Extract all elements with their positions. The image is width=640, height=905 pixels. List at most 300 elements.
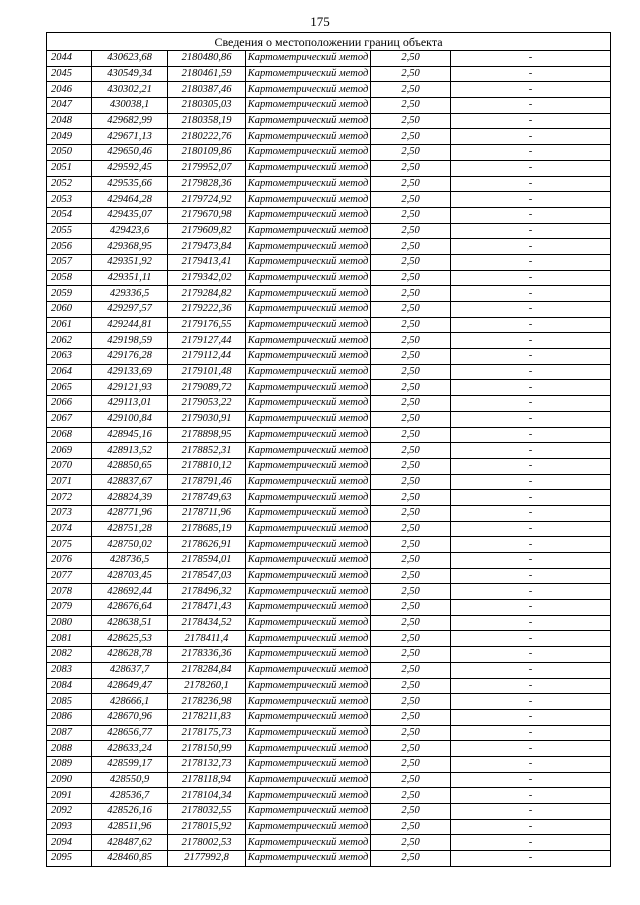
accuracy-cell: 2,50 bbox=[371, 788, 451, 804]
table-row bbox=[47, 286, 611, 302]
y-coordinate-cell: 2178685,19 bbox=[168, 521, 246, 537]
x-coordinate-cell: 428692,44 bbox=[92, 584, 168, 600]
accuracy-cell: 2,50 bbox=[371, 756, 451, 772]
accuracy-cell: 2,50 bbox=[371, 474, 451, 490]
method-cell: Картометрический метод bbox=[246, 851, 371, 867]
point-number-cell: 2075 bbox=[47, 537, 92, 553]
table-row bbox=[47, 505, 611, 521]
table-row bbox=[47, 851, 611, 867]
accuracy-cell: 2,50 bbox=[371, 270, 451, 286]
point-number-cell: 2079 bbox=[47, 600, 92, 616]
method-cell: Картометрический метод bbox=[246, 709, 371, 725]
y-coordinate-cell: 2178284,84 bbox=[168, 662, 246, 678]
table-row bbox=[47, 66, 611, 82]
accuracy-cell: 2,50 bbox=[371, 66, 451, 82]
point-number-cell: 2090 bbox=[47, 772, 92, 788]
description-cell: - bbox=[451, 160, 611, 176]
x-coordinate-cell: 429176,28 bbox=[92, 349, 168, 365]
y-coordinate-cell: 2179473,84 bbox=[168, 239, 246, 255]
accuracy-cell: 2,50 bbox=[371, 568, 451, 584]
description-cell: - bbox=[451, 600, 611, 616]
point-number-cell: 2082 bbox=[47, 647, 92, 663]
description-cell: - bbox=[451, 286, 611, 302]
accuracy-cell: 2,50 bbox=[371, 239, 451, 255]
accuracy-cell: 2,50 bbox=[371, 145, 451, 161]
table-row bbox=[47, 647, 611, 663]
table-row bbox=[47, 537, 611, 553]
method-cell: Картометрический метод bbox=[246, 600, 371, 616]
y-coordinate-cell: 2179413,41 bbox=[168, 254, 246, 270]
x-coordinate-cell: 428649,47 bbox=[92, 678, 168, 694]
point-number-cell: 2058 bbox=[47, 270, 92, 286]
table-row bbox=[47, 349, 611, 365]
point-number-cell: 2087 bbox=[47, 725, 92, 741]
accuracy-cell: 2,50 bbox=[371, 192, 451, 208]
point-number-cell: 2048 bbox=[47, 113, 92, 129]
accuracy-cell: 2,50 bbox=[371, 160, 451, 176]
x-coordinate-cell: 428913,52 bbox=[92, 443, 168, 459]
x-coordinate-cell: 429297,57 bbox=[92, 302, 168, 318]
y-coordinate-cell: 2177992,8 bbox=[168, 851, 246, 867]
description-cell: - bbox=[451, 490, 611, 506]
accuracy-cell: 2,50 bbox=[371, 584, 451, 600]
method-cell: Картометрический метод bbox=[246, 364, 371, 380]
y-coordinate-cell: 2180305,03 bbox=[168, 98, 246, 114]
boundary-coordinates-table bbox=[46, 32, 611, 867]
method-cell: Картометрический метод bbox=[246, 631, 371, 647]
description-cell: - bbox=[451, 788, 611, 804]
method-cell: Картометрический метод bbox=[246, 725, 371, 741]
table-row bbox=[47, 333, 611, 349]
y-coordinate-cell: 2180480,86 bbox=[168, 51, 246, 67]
table-row bbox=[47, 490, 611, 506]
x-coordinate-cell: 428487,62 bbox=[92, 835, 168, 851]
point-number-cell: 2078 bbox=[47, 584, 92, 600]
method-cell: Картометрический метод bbox=[246, 458, 371, 474]
x-coordinate-cell: 429464,28 bbox=[92, 192, 168, 208]
y-coordinate-cell: 2180387,46 bbox=[168, 82, 246, 98]
table-row bbox=[47, 756, 611, 772]
accuracy-cell: 2,50 bbox=[371, 286, 451, 302]
y-coordinate-cell: 2178260,1 bbox=[168, 678, 246, 694]
point-number-cell: 2047 bbox=[47, 98, 92, 114]
description-cell: - bbox=[451, 223, 611, 239]
x-coordinate-cell: 428628,78 bbox=[92, 647, 168, 663]
table-row bbox=[47, 474, 611, 490]
accuracy-cell: 2,50 bbox=[371, 113, 451, 129]
y-coordinate-cell: 2178236,98 bbox=[168, 694, 246, 710]
accuracy-cell: 2,50 bbox=[371, 804, 451, 820]
method-cell: Картометрический метод bbox=[246, 51, 371, 67]
y-coordinate-cell: 2178594,01 bbox=[168, 553, 246, 569]
table-row bbox=[47, 113, 611, 129]
y-coordinate-cell: 2178852,31 bbox=[168, 443, 246, 459]
point-number-cell: 2063 bbox=[47, 349, 92, 365]
accuracy-cell: 2,50 bbox=[371, 631, 451, 647]
description-cell: - bbox=[451, 505, 611, 521]
point-number-cell: 2091 bbox=[47, 788, 92, 804]
point-number-cell: 2081 bbox=[47, 631, 92, 647]
y-coordinate-cell: 2180358,19 bbox=[168, 113, 246, 129]
table-row bbox=[47, 772, 611, 788]
table-row bbox=[47, 160, 611, 176]
point-number-cell: 2070 bbox=[47, 458, 92, 474]
y-coordinate-cell: 2178434,52 bbox=[168, 615, 246, 631]
description-cell: - bbox=[451, 427, 611, 443]
accuracy-cell: 2,50 bbox=[371, 851, 451, 867]
point-number-cell: 2069 bbox=[47, 443, 92, 459]
accuracy-cell: 2,50 bbox=[371, 772, 451, 788]
x-coordinate-cell: 428837,67 bbox=[92, 474, 168, 490]
point-number-cell: 2053 bbox=[47, 192, 92, 208]
accuracy-cell: 2,50 bbox=[371, 521, 451, 537]
y-coordinate-cell: 2179101,48 bbox=[168, 364, 246, 380]
accuracy-cell: 2,50 bbox=[371, 223, 451, 239]
point-number-cell: 2094 bbox=[47, 835, 92, 851]
accuracy-cell: 2,50 bbox=[371, 396, 451, 412]
description-cell: - bbox=[451, 835, 611, 851]
point-number-cell: 2068 bbox=[47, 427, 92, 443]
point-number-cell: 2066 bbox=[47, 396, 92, 412]
x-coordinate-cell: 428824,39 bbox=[92, 490, 168, 506]
table-row bbox=[47, 584, 611, 600]
description-cell: - bbox=[451, 458, 611, 474]
x-coordinate-cell: 428945,16 bbox=[92, 427, 168, 443]
description-cell: - bbox=[451, 145, 611, 161]
point-number-cell: 2052 bbox=[47, 176, 92, 192]
accuracy-cell: 2,50 bbox=[371, 411, 451, 427]
description-cell: - bbox=[451, 553, 611, 569]
table-row bbox=[47, 804, 611, 820]
description-cell: - bbox=[451, 474, 611, 490]
method-cell: Картометрический метод bbox=[246, 98, 371, 114]
table-row bbox=[47, 694, 611, 710]
table-row bbox=[47, 145, 611, 161]
point-number-cell: 2074 bbox=[47, 521, 92, 537]
accuracy-cell: 2,50 bbox=[371, 600, 451, 616]
table-row bbox=[47, 615, 611, 631]
method-cell: Картометрический метод bbox=[246, 302, 371, 318]
accuracy-cell: 2,50 bbox=[371, 741, 451, 757]
accuracy-cell: 2,50 bbox=[371, 458, 451, 474]
x-coordinate-cell: 429133,69 bbox=[92, 364, 168, 380]
accuracy-cell: 2,50 bbox=[371, 364, 451, 380]
y-coordinate-cell: 2178104,34 bbox=[168, 788, 246, 804]
x-coordinate-cell: 429113,01 bbox=[92, 396, 168, 412]
accuracy-cell: 2,50 bbox=[371, 207, 451, 223]
x-coordinate-cell: 429535,66 bbox=[92, 176, 168, 192]
table-row bbox=[47, 396, 611, 412]
y-coordinate-cell: 2178626,91 bbox=[168, 537, 246, 553]
point-number-cell: 2054 bbox=[47, 207, 92, 223]
point-number-cell: 2067 bbox=[47, 411, 92, 427]
method-cell: Картометрический метод bbox=[246, 254, 371, 270]
method-cell: Картометрический метод bbox=[246, 788, 371, 804]
method-cell: Картометрический метод bbox=[246, 443, 371, 459]
y-coordinate-cell: 2178015,92 bbox=[168, 819, 246, 835]
description-cell: - bbox=[451, 364, 611, 380]
method-cell: Картометрический метод bbox=[246, 804, 371, 820]
accuracy-cell: 2,50 bbox=[371, 615, 451, 631]
method-cell: Картометрический метод bbox=[246, 176, 371, 192]
x-coordinate-cell: 428526,16 bbox=[92, 804, 168, 820]
accuracy-cell: 2,50 bbox=[371, 443, 451, 459]
table-row bbox=[47, 600, 611, 616]
x-coordinate-cell: 428703,45 bbox=[92, 568, 168, 584]
table-row bbox=[47, 207, 611, 223]
point-number-cell: 2084 bbox=[47, 678, 92, 694]
method-cell: Картометрический метод bbox=[246, 678, 371, 694]
y-coordinate-cell: 2178336,36 bbox=[168, 647, 246, 663]
method-cell: Картометрический метод bbox=[246, 207, 371, 223]
table-row bbox=[47, 254, 611, 270]
accuracy-cell: 2,50 bbox=[371, 709, 451, 725]
description-cell: - bbox=[451, 709, 611, 725]
y-coordinate-cell: 2179176,55 bbox=[168, 317, 246, 333]
method-cell: Картометрический метод bbox=[246, 662, 371, 678]
table-row bbox=[47, 176, 611, 192]
method-cell: Картометрический метод bbox=[246, 835, 371, 851]
y-coordinate-cell: 2178749,63 bbox=[168, 490, 246, 506]
point-number-cell: 2050 bbox=[47, 145, 92, 161]
table-row bbox=[47, 129, 611, 145]
method-cell: Картометрический метод bbox=[246, 772, 371, 788]
description-cell: - bbox=[451, 647, 611, 663]
accuracy-cell: 2,50 bbox=[371, 51, 451, 67]
table-row bbox=[47, 709, 611, 725]
y-coordinate-cell: 2178810,12 bbox=[168, 458, 246, 474]
x-coordinate-cell: 428736,5 bbox=[92, 553, 168, 569]
point-number-cell: 2051 bbox=[47, 160, 92, 176]
description-cell: - bbox=[451, 584, 611, 600]
table-row bbox=[47, 741, 611, 757]
description-cell: - bbox=[451, 678, 611, 694]
accuracy-cell: 2,50 bbox=[371, 129, 451, 145]
accuracy-cell: 2,50 bbox=[371, 427, 451, 443]
x-coordinate-cell: 429198,59 bbox=[92, 333, 168, 349]
description-cell: - bbox=[451, 113, 611, 129]
accuracy-cell: 2,50 bbox=[371, 176, 451, 192]
method-cell: Картометрический метод bbox=[246, 819, 371, 835]
x-coordinate-cell: 429100,84 bbox=[92, 411, 168, 427]
accuracy-cell: 2,50 bbox=[371, 647, 451, 663]
accuracy-cell: 2,50 bbox=[371, 490, 451, 506]
description-cell: - bbox=[451, 615, 611, 631]
description-cell: - bbox=[451, 443, 611, 459]
y-coordinate-cell: 2178471,43 bbox=[168, 600, 246, 616]
x-coordinate-cell: 429682,99 bbox=[92, 113, 168, 129]
table-row bbox=[47, 223, 611, 239]
method-cell: Картометрический метод bbox=[246, 474, 371, 490]
method-cell: Картометрический метод bbox=[246, 270, 371, 286]
x-coordinate-cell: 428751,28 bbox=[92, 521, 168, 537]
method-cell: Картометрический метод bbox=[246, 490, 371, 506]
description-cell: - bbox=[451, 851, 611, 867]
method-cell: Картометрический метод bbox=[246, 741, 371, 757]
point-number-cell: 2056 bbox=[47, 239, 92, 255]
x-coordinate-cell: 429368,95 bbox=[92, 239, 168, 255]
y-coordinate-cell: 2178496,32 bbox=[168, 584, 246, 600]
description-cell: - bbox=[451, 756, 611, 772]
method-cell: Картометрический метод bbox=[246, 647, 371, 663]
table-row bbox=[47, 364, 611, 380]
x-coordinate-cell: 428750,02 bbox=[92, 537, 168, 553]
table-row bbox=[47, 568, 611, 584]
description-cell: - bbox=[451, 98, 611, 114]
accuracy-cell: 2,50 bbox=[371, 725, 451, 741]
method-cell: Картометрический метод bbox=[246, 286, 371, 302]
x-coordinate-cell: 428771,96 bbox=[92, 505, 168, 521]
y-coordinate-cell: 2179724,92 bbox=[168, 192, 246, 208]
table-row bbox=[47, 725, 611, 741]
y-coordinate-cell: 2178002,53 bbox=[168, 835, 246, 851]
x-coordinate-cell: 428850,65 bbox=[92, 458, 168, 474]
description-cell: - bbox=[451, 270, 611, 286]
x-coordinate-cell: 429336,5 bbox=[92, 286, 168, 302]
page-number: 175 bbox=[310, 14, 330, 29]
x-coordinate-cell: 428625,53 bbox=[92, 631, 168, 647]
table-row bbox=[47, 411, 611, 427]
table-row bbox=[47, 521, 611, 537]
method-cell: Картометрический метод bbox=[246, 66, 371, 82]
table-row bbox=[47, 662, 611, 678]
y-coordinate-cell: 2178150,99 bbox=[168, 741, 246, 757]
x-coordinate-cell: 429435,07 bbox=[92, 207, 168, 223]
description-cell: - bbox=[451, 254, 611, 270]
accuracy-cell: 2,50 bbox=[371, 819, 451, 835]
x-coordinate-cell: 430302,21 bbox=[92, 82, 168, 98]
x-coordinate-cell: 428638,51 bbox=[92, 615, 168, 631]
point-number-cell: 2059 bbox=[47, 286, 92, 302]
method-cell: Картометрический метод bbox=[246, 82, 371, 98]
description-cell: - bbox=[451, 302, 611, 318]
point-number-cell: 2093 bbox=[47, 819, 92, 835]
method-cell: Картометрический метод bbox=[246, 694, 371, 710]
accuracy-cell: 2,50 bbox=[371, 694, 451, 710]
description-cell: - bbox=[451, 411, 611, 427]
point-number-cell: 2076 bbox=[47, 553, 92, 569]
point-number-cell: 2073 bbox=[47, 505, 92, 521]
description-cell: - bbox=[451, 192, 611, 208]
y-coordinate-cell: 2179828,36 bbox=[168, 176, 246, 192]
table-row bbox=[47, 819, 611, 835]
x-coordinate-cell: 429650,46 bbox=[92, 145, 168, 161]
table-row bbox=[47, 427, 611, 443]
point-number-cell: 2077 bbox=[47, 568, 92, 584]
method-cell: Картометрический метод bbox=[246, 396, 371, 412]
y-coordinate-cell: 2179112,44 bbox=[168, 349, 246, 365]
y-coordinate-cell: 2179670,98 bbox=[168, 207, 246, 223]
point-number-cell: 2049 bbox=[47, 129, 92, 145]
x-coordinate-cell: 428599,17 bbox=[92, 756, 168, 772]
table-row bbox=[47, 380, 611, 396]
point-number-cell: 2086 bbox=[47, 709, 92, 725]
description-cell: - bbox=[451, 725, 611, 741]
x-coordinate-cell: 429121,93 bbox=[92, 380, 168, 396]
x-coordinate-cell: 430038,1 bbox=[92, 98, 168, 114]
table-row bbox=[47, 788, 611, 804]
table-row bbox=[47, 443, 611, 459]
method-cell: Картометрический метод bbox=[246, 349, 371, 365]
method-cell: Картометрический метод bbox=[246, 411, 371, 427]
y-coordinate-cell: 2179342,02 bbox=[168, 270, 246, 286]
point-number-cell: 2085 bbox=[47, 694, 92, 710]
method-cell: Картометрический метод bbox=[246, 537, 371, 553]
y-coordinate-cell: 2179053,22 bbox=[168, 396, 246, 412]
accuracy-cell: 2,50 bbox=[371, 333, 451, 349]
table-row bbox=[47, 51, 611, 67]
point-number-cell: 2089 bbox=[47, 756, 92, 772]
x-coordinate-cell: 428550,9 bbox=[92, 772, 168, 788]
accuracy-cell: 2,50 bbox=[371, 98, 451, 114]
description-cell: - bbox=[451, 568, 611, 584]
method-cell: Картометрический метод bbox=[246, 145, 371, 161]
x-coordinate-cell: 428676,64 bbox=[92, 600, 168, 616]
y-coordinate-cell: 2178132,73 bbox=[168, 756, 246, 772]
point-number-cell: 2055 bbox=[47, 223, 92, 239]
description-cell: - bbox=[451, 207, 611, 223]
y-coordinate-cell: 2179222,36 bbox=[168, 302, 246, 318]
y-coordinate-cell: 2178032,55 bbox=[168, 804, 246, 820]
accuracy-cell: 2,50 bbox=[371, 302, 451, 318]
method-cell: Картометрический метод bbox=[246, 521, 371, 537]
point-number-cell: 2095 bbox=[47, 851, 92, 867]
description-cell: - bbox=[451, 396, 611, 412]
y-coordinate-cell: 2179609,82 bbox=[168, 223, 246, 239]
point-number-cell: 2057 bbox=[47, 254, 92, 270]
table-title-row bbox=[47, 33, 611, 51]
description-cell: - bbox=[451, 349, 611, 365]
table-row bbox=[47, 553, 611, 569]
table-row bbox=[47, 192, 611, 208]
accuracy-cell: 2,50 bbox=[371, 254, 451, 270]
point-number-cell: 2046 bbox=[47, 82, 92, 98]
method-cell: Картометрический метод bbox=[246, 223, 371, 239]
y-coordinate-cell: 2178898,95 bbox=[168, 427, 246, 443]
accuracy-cell: 2,50 bbox=[371, 505, 451, 521]
table-row bbox=[47, 82, 611, 98]
description-cell: - bbox=[451, 129, 611, 145]
method-cell: Картометрический метод bbox=[246, 113, 371, 129]
description-cell: - bbox=[451, 317, 611, 333]
x-coordinate-cell: 429351,11 bbox=[92, 270, 168, 286]
x-coordinate-cell: 428536,7 bbox=[92, 788, 168, 804]
point-number-cell: 2092 bbox=[47, 804, 92, 820]
method-cell: Картометрический метод bbox=[246, 756, 371, 772]
table-row bbox=[47, 835, 611, 851]
x-coordinate-cell: 428633,24 bbox=[92, 741, 168, 757]
x-coordinate-cell: 428511,96 bbox=[92, 819, 168, 835]
table-row bbox=[47, 98, 611, 114]
point-number-cell: 2064 bbox=[47, 364, 92, 380]
y-coordinate-cell: 2179284,82 bbox=[168, 286, 246, 302]
accuracy-cell: 2,50 bbox=[371, 662, 451, 678]
method-cell: Картометрический метод bbox=[246, 553, 371, 569]
description-cell: - bbox=[451, 662, 611, 678]
method-cell: Картометрический метод bbox=[246, 427, 371, 443]
x-coordinate-cell: 428670,96 bbox=[92, 709, 168, 725]
description-cell: - bbox=[451, 804, 611, 820]
point-number-cell: 2088 bbox=[47, 741, 92, 757]
x-coordinate-cell: 428666,1 bbox=[92, 694, 168, 710]
table-row bbox=[47, 239, 611, 255]
table-row bbox=[47, 270, 611, 286]
accuracy-cell: 2,50 bbox=[371, 349, 451, 365]
description-cell: - bbox=[451, 66, 611, 82]
y-coordinate-cell: 2178211,83 bbox=[168, 709, 246, 725]
method-cell: Картометрический метод bbox=[246, 239, 371, 255]
y-coordinate-cell: 2180222,76 bbox=[168, 129, 246, 145]
